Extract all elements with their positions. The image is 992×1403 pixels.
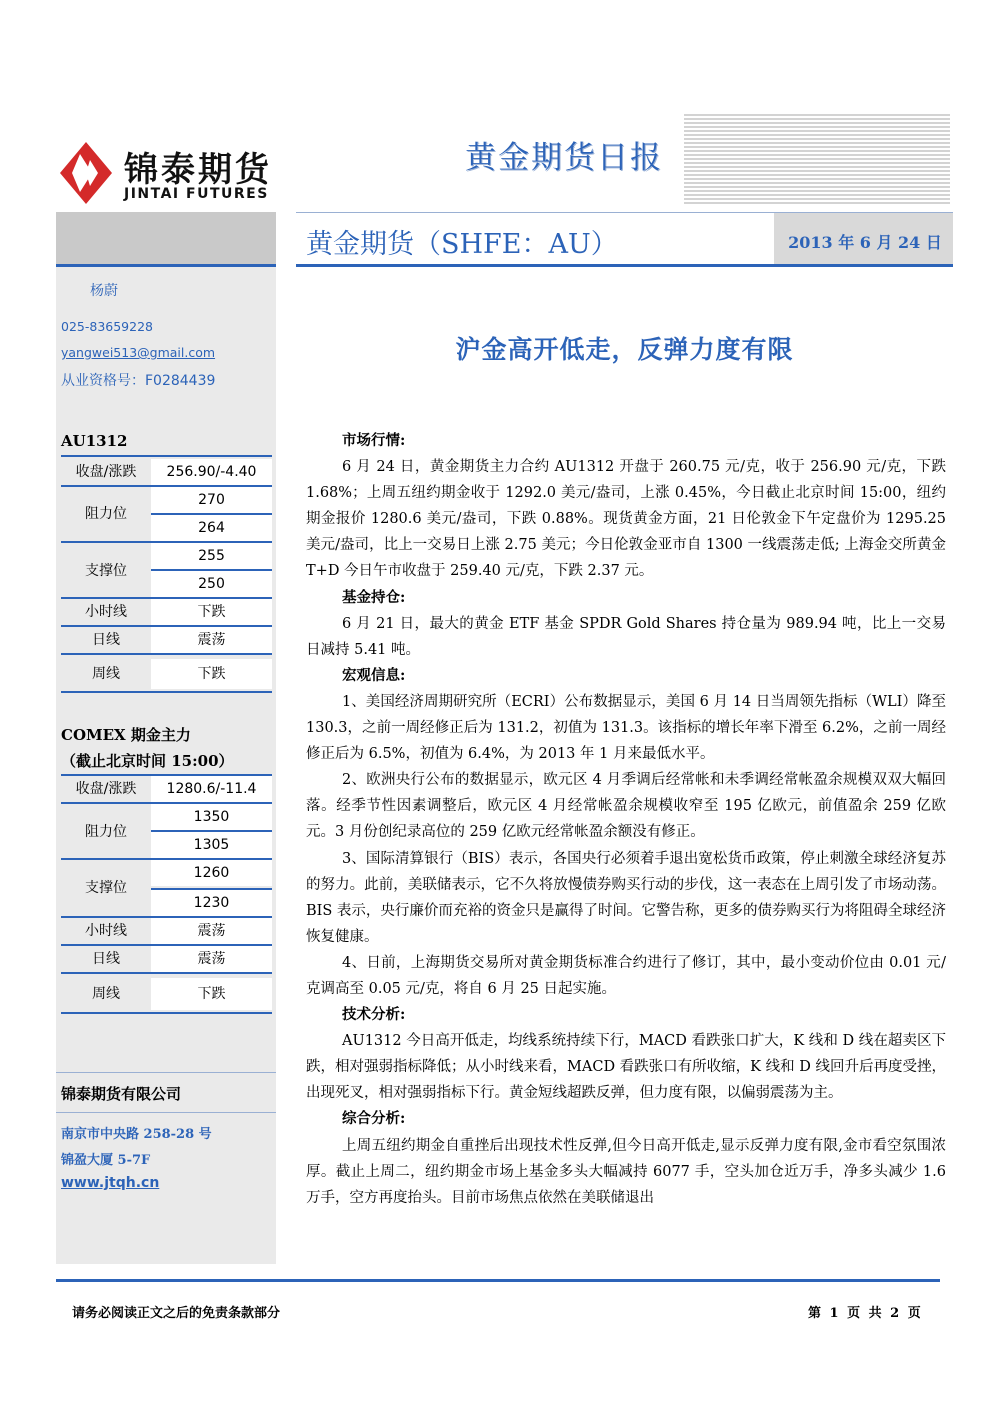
section-heading-fund: 基金持仓: (342, 588, 406, 606)
company-name: 锦泰期货有限公司 (61, 1085, 182, 1103)
support-value-1: 1260 (151, 860, 272, 886)
daily-label: 日线 (92, 632, 120, 648)
support-value-2: 250 (151, 571, 272, 597)
company-website-link[interactable]: www.jtqh.cn (61, 1175, 160, 1191)
analyst-name: 杨蔚 (90, 283, 118, 299)
report-title: 黄金期货日报 (465, 140, 663, 176)
hourly-label: 小时线 (85, 923, 127, 939)
resistance-value-2: 264 (151, 515, 272, 541)
table-row (61, 776, 272, 802)
main-content (306, 428, 946, 1211)
daily-value: 震荡 (151, 946, 272, 972)
close-label: 收盘/涨跌 (75, 781, 137, 797)
support-label: 支撑位 (85, 880, 127, 896)
product-title: 黄金期货（SHFE：AU） (306, 229, 618, 260)
company-logo (58, 140, 278, 206)
paragraph-technical: AU1312 今日高开低走，均线系统持续下行，MACD 看跌张口扩大，K 线和 D 线在超卖区下跌，相对强弱指标降低；从小时线来看，MACD 看跌张口有所收缩，K 线和 D 线回升后再度受挫，出现死叉，相对强弱指标下行。黄金短线超跌反弹，但力度有限，以偏弱震荡为主。 (306, 1033, 946, 1102)
logo-english-text: JINTAI FUTURES (124, 186, 269, 202)
resistance-label: 阻力位 (85, 506, 127, 522)
close-label: 收盘/涨跌 (75, 464, 137, 480)
paragraph-macro-2: 2、欧洲央行公布的数据显示，欧元区 4 月季调后经常帐和未季调经常帐盈余规模双双大幅回落。经季节性因素调整后，欧元区 4 月经常帐盈余规模收窄至 195 亿欧元，前值盈余 259 亿欧元。3 月份创纪录高位的 259 亿欧元经常帐盈余额没有修正。 (306, 772, 946, 841)
analyst-email[interactable]: yangwei513@gmail.com (61, 345, 216, 360)
weekly-value: 下跌 (151, 659, 272, 689)
resistance-value-2: 1305 (151, 832, 272, 858)
resistance-label: 阻力位 (85, 824, 127, 840)
paragraph-summary: 上周五纽约期金自重挫后出现技术性反弹,但今日高开低走,显示反弹力度有限,金市看空氛围浓厚。截止上周二，纽约期金市场上基金多头大幅减持 6077 手，空头加仓近万手，净多头减少 1.6 万手，空方再度抬头。目前市场焦点依然在美联储退出 (306, 1137, 946, 1206)
jintai-logo-icon (58, 140, 114, 206)
sidebar-top-band (56, 212, 276, 267)
resistance-value-1: 1350 (151, 804, 272, 830)
paragraph-fund: 6 月 21 日，最大的黄金 ETF 基金 SPDR Gold Shares 持仓量为 989.94 吨，比上一交易日减持 5.41 吨。 (306, 615, 946, 658)
hourly-value: 震荡 (151, 918, 272, 944)
company-address-2: 锦盈大厦 5-7F (61, 1153, 151, 1168)
analyst-license: 从业资格号：F0284439 (61, 373, 216, 389)
daily-label: 日线 (92, 951, 120, 967)
section-heading-summary: 综合分析: (342, 1110, 406, 1128)
weekly-label: 周线 (92, 986, 120, 1002)
page-number: 第 1 页 共 2 页 (808, 1306, 921, 1321)
analyst-phone: 025-83659228 (61, 319, 153, 334)
comex-table-title: COMEX 期金主力 (61, 726, 191, 744)
close-value: 1280.6/-11.4 (151, 776, 272, 802)
footer-disclaimer: 请务必阅读正文之后的免责条款部分 (72, 1306, 281, 1321)
comex-table-subtitle: （截止北京时间 15:00） (61, 752, 234, 770)
table-row (61, 459, 272, 485)
report-date: 2013 年 6 月 24 日 (788, 233, 942, 252)
weekly-value: 下跌 (151, 978, 272, 1010)
resistance-value-1: 270 (151, 487, 272, 513)
support-value-1: 255 (151, 543, 272, 569)
headline: 沪金高开低走，反弹力度有限 (455, 335, 794, 364)
paragraph-market: 6 月 24 日，黄金期货主力合约 AU1312 开盘于 260.75 元/克，收于 256.90 元/克，下跌 1.68%；上周五纽约期金收于 1292.0 美元/盎司，上涨 0.45%，今日截止北京时间 15:00，纽约期金报价 1280.6 美元/盎司，下跌 0.88%。现货黄金方面，21 日伦敦金下午定盘价为 1295.25 美元/盎司，比上一交易日上涨 2.75 美元；今日伦敦金亚市自 1300 一线震荡走低; 上海金交所黄金 T+D 今日午市收盘于 259.40 元/克，下跌 2.37 元。 (306, 459, 946, 580)
support-label: 支撑位 (85, 563, 127, 579)
section-heading-market: 市场行情: (342, 432, 406, 449)
company-address-1: 南京市中央路 258-28 号 (61, 1127, 212, 1142)
sidebar-divider (56, 1112, 276, 1113)
weekly-label: 周线 (92, 666, 120, 682)
paragraph-macro-3: 3、国际清算银行（BIS）表示，各国央行必须着手退出宽松货币政策，停止刺激全球经济复苏的努力。此前，美联储表示，它不久将放慢债券购买行动的步伐，这一表态在上周引发了市场动荡。BIS 表示，央行廉价而充裕的资金只是赢得了时间。它警告称，更多的债券购买行为将阻碍全球经济恢复健康。 (306, 850, 946, 945)
hourly-value: 下跌 (151, 599, 272, 625)
header-stripes (684, 114, 950, 206)
au-table-title: AU1312 (61, 432, 128, 450)
close-value: 256.90/-4.40 (151, 459, 272, 485)
paragraph-macro-1: 1、美国经济周期研究所（ECRI）公布数据显示，美国 6 月 14 日当周领先指标（WLI）降至 130.3，之前一周经修正后为 131.2，初值为 131.3。该指标的增长年率下滑至 6.2%，之前一周经修正后为 6.5%，初值为 6.4%，为 2013 年 1 月来最低水平。 (306, 693, 946, 763)
paragraph-macro-4: 4、日前，上海期货交易所对黄金期货标准合约进行了修订，其中，最小变动价位由 0.01 元/克调高至 0.05 元/克，将自 6 月 25 日起实施。 (306, 954, 946, 997)
support-value-2: 1230 (151, 890, 272, 916)
section-heading-technical: 技术分析: (342, 1006, 406, 1024)
footer-divider (56, 1279, 940, 1282)
hourly-label: 小时线 (85, 604, 127, 620)
section-heading-macro: 宏观信息: (342, 666, 406, 684)
logo-chinese-text: 锦泰期货 (124, 150, 272, 190)
daily-value: 震荡 (151, 627, 272, 653)
sidebar-divider (56, 1072, 276, 1073)
